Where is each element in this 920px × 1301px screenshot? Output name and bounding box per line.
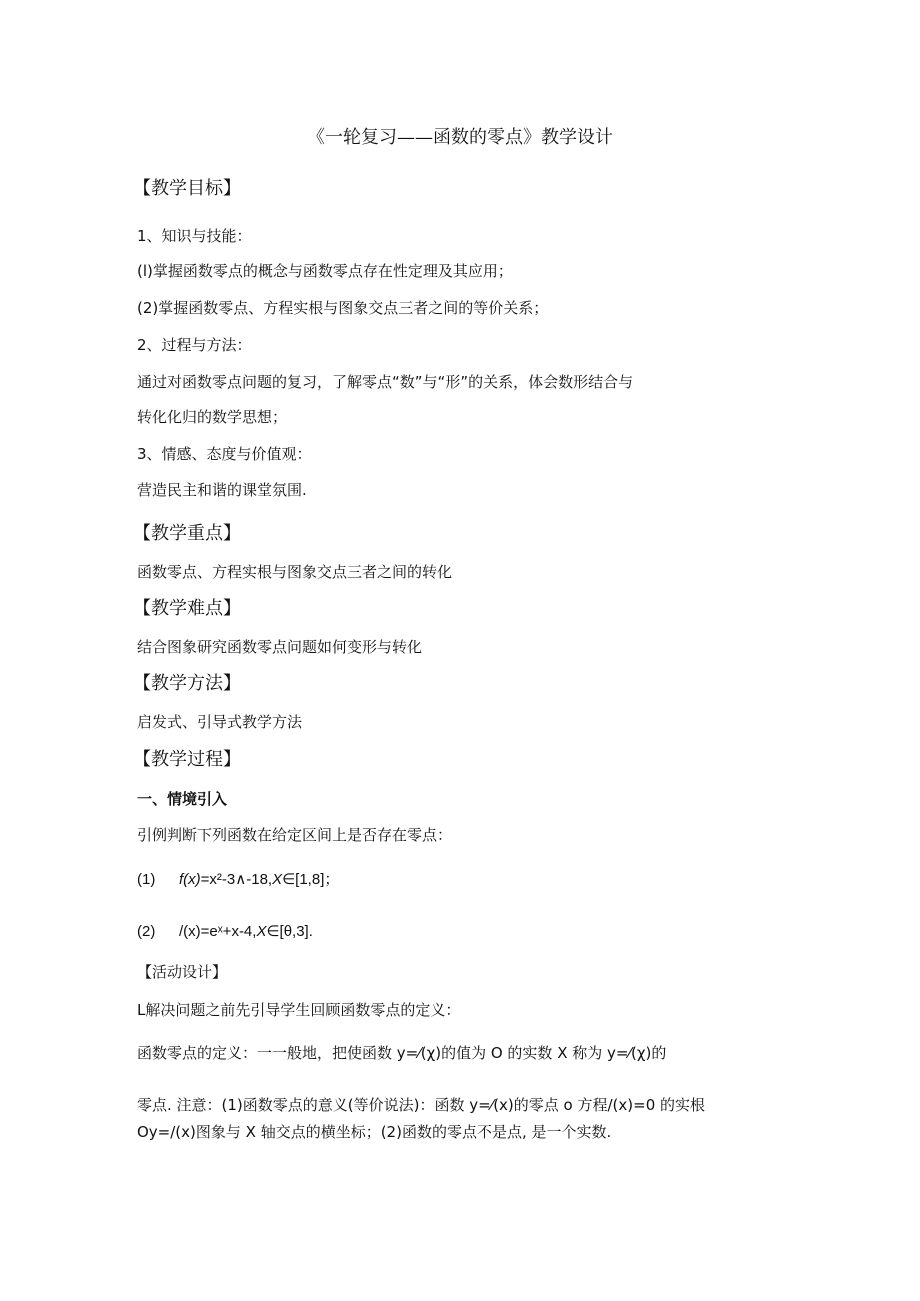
difficulties-text: 结合图象研究函数零点问题如何变形与转化 <box>137 638 423 656</box>
objective-attitude-text: 营造民主和谐的课堂氛围. <box>137 481 307 499</box>
example-2-tag: (2) <box>137 923 156 940</box>
section-heading-key-points: 【教学重点】 <box>133 523 241 544</box>
example-1-expression: =x²-3∧-18, <box>200 871 273 888</box>
document-title: 《一轮复习——函数的零点》教学设计 <box>307 127 613 148</box>
example-1-variable: X <box>272 871 283 888</box>
example-2-interval: ∈[θ,3]. <box>266 923 313 940</box>
intro-text: 引例判断下列函数在给定区间上是否存在零点： <box>137 826 453 844</box>
example-2-variable: X <box>256 923 267 940</box>
section-heading-methods: 【教学方法】 <box>133 673 241 694</box>
definition-note-2: Oy=/(x)图象与 X 轴交点的横坐标；(2)函数的零点不是点, 是一个实数. <box>137 1123 612 1141</box>
example-2-expression: /(x)=eˣ+x-4, <box>179 923 257 940</box>
zero-definition: 函数零点的定义：一一般地，把使函数 y=⁄(χ)的值为 O 的实数 X 称为 y=⁄(χ)的 <box>137 1044 667 1062</box>
objective-attitude-heading: 3、情感、态度与价值观： <box>137 445 312 463</box>
objective-knowledge-item-1: (l)掌握函数零点的概念与函数零点存在性定理及其应用； <box>137 262 513 280</box>
example-2 <box>137 922 313 942</box>
objective-knowledge-item-2: (2)掌握函数零点、方程实根与图象交点三者之间的等价关系； <box>137 299 549 317</box>
section-heading-objectives: 【教学目标】 <box>133 178 241 199</box>
activity-step-1: L解决问题之前先引导学生回顾函数零点的定义： <box>137 1001 461 1019</box>
key-points-text: 函数零点、方程实根与图象交点三者之间的转化 <box>137 563 453 581</box>
definition-note-1: 零点. 注意：(1)函数零点的意义(等价说法)：函数 y=⁄(x)的零点 o 方程/(x)=0 的实根 <box>137 1096 706 1114</box>
methods-text: 启发式、引导式教学方法 <box>137 713 303 731</box>
example-1 <box>137 870 339 890</box>
example-1-interval: ∈[1,8]； <box>282 871 340 888</box>
objective-process-text-2: 转化化归的数学思想； <box>137 408 288 426</box>
objective-knowledge-heading: 1、知识与技能： <box>137 227 252 245</box>
objective-process-heading: 2、过程与方法： <box>137 336 252 354</box>
section-heading-process: 【教学过程】 <box>133 749 241 770</box>
section-heading-difficulties: 【教学难点】 <box>133 598 241 619</box>
example-1-tag: (1) <box>137 871 156 888</box>
example-1-function: f(x) <box>179 871 201 888</box>
activity-heading: 【活动设计】 <box>137 963 228 981</box>
objective-process-text-1: 通过对函数零点问题的复习，了解零点“数”与“形”的关系，体会数形结合与 <box>137 373 634 391</box>
process-part-heading: 一、情境引入 <box>137 790 228 808</box>
